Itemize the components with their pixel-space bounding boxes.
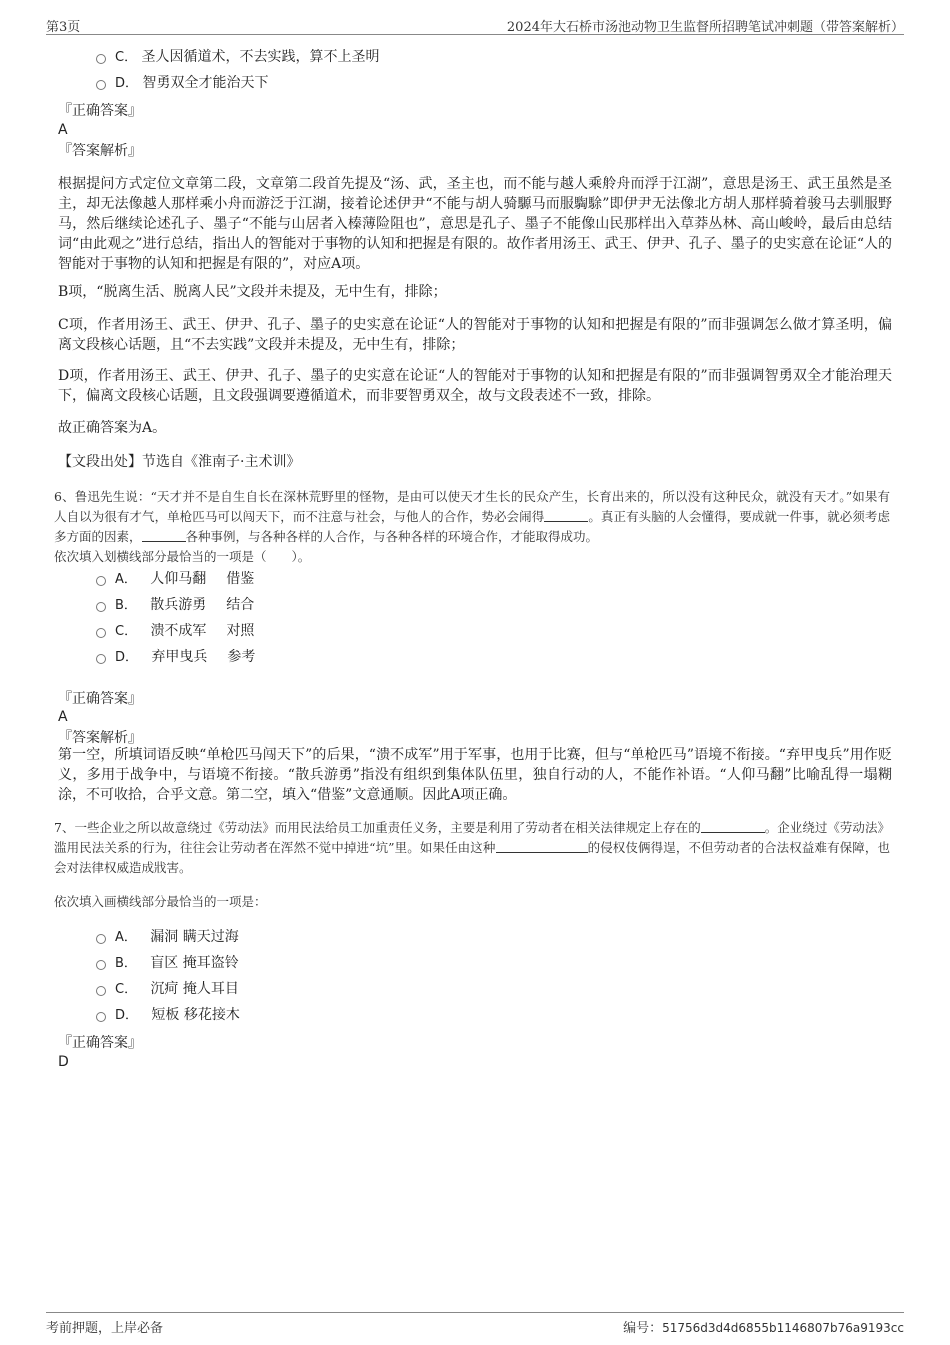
q6-answer-label: 『正确答案』 [58,691,142,707]
q7-answer: D [58,1054,69,1070]
page-footer [46,1312,904,1335]
q6-option-c[interactable] [96,621,254,642]
q6-option-a[interactable] [96,569,254,590]
radio-icon[interactable] [96,986,106,996]
q5-source: 【文段出处】节选自《淮南子·主术训》 [58,454,301,470]
radio-icon[interactable] [96,960,106,970]
blank-line [544,509,588,522]
code-label: 编号： [623,1321,663,1336]
q5-analysis-para-3: C项，作者用汤王、武王、伊尹、孔子、墨子的史实意在论证“人的智能对于事物的认知和把握是有限的”而非强调怎么做才算圣明，偏离文段核心话题，且“不去实践”文段并未提及，无中生有，排除； [58,317,892,353]
q5-analysis-para-4: D项，作者用汤王、武王、伊尹、孔子、墨子的史实意在论证“人的智能对于事物的认知和把握是有限的”而非强调智勇双全才能治理天下，偏离文段核心话题，且文段强调要遵循道术，而非要智勇双全，故与文段表述不一致，排除。 [58,368,892,404]
q7-text-after: 的侵权伎俩得逞，不但劳动者的合法权益难有保障，也会对法律权威造成戕害。 [54,840,890,875]
option-letter: C． [115,50,138,65]
q7-prompt: 依次填入画横线部分最恰当的一项是： [54,894,267,909]
option-letter: C． [115,624,138,639]
option-text-a: 溃不成军 [150,623,207,639]
q6-analysis: 第一空，所填词语反映“单枪匹马闯天下”的后果，“溃不成军”用于军事，也用于比赛，但与“单枪匹马”语境不衔接。“弃甲曳兵”用作贬义，多用于战争中，与语境不衔接。“散兵游勇”指没有组织到集体队伍里，独自行动的人，不能作补语。“人仰马翻”比喻乱得一塌糊涂，不可收拾，合乎文意。第二空，填入“借鉴”文意通顺。因此A项正确。 [58,747,892,803]
document-code [623,1317,904,1336]
option-letter: D． [115,1008,139,1023]
q6-text-after: 各种事例，与各种各样的人合作，与各种各样的环境合作，才能取得成功。 [185,529,599,544]
option-text-a: 人仰马翻 [150,571,207,587]
radio-icon[interactable] [96,54,106,64]
q7-answer-label: 『正确答案』 [58,1035,142,1051]
option-text: 沉疴 掩人耳目 [150,981,239,997]
option-text: 短板 移花接木 [151,1007,240,1023]
q6-text-mid: 。真正有头脑的人会懂得，要成就一件事，就必须考虑多方面的因素， [54,509,890,544]
option-letter: A． [115,930,137,945]
page-number: 第3页 [46,20,81,35]
q5-answer: A [58,122,68,138]
page-header [46,14,904,35]
option-text-a: 散兵游勇 [150,597,207,613]
q6-option-b[interactable] [96,595,254,616]
radio-icon[interactable] [96,628,106,638]
q6-analysis-label: 『答案解析』 [58,730,142,746]
q6-text-before: 6、鲁迅先生说：“天才并不是自生自长在深林荒野里的怪物，是由可以使天才生长的民众产生，长育出来的，所以没有这种民众，就没有天才。”如果有人自以为很有才气，单枪匹马可以闯天下，而不注意与社会，与他人的合作，势必会闹得 [54,489,890,524]
option-letter: B． [115,956,137,971]
radio-icon[interactable] [96,602,106,612]
option-letter: C． [115,982,138,997]
q6-answer: A [58,709,68,725]
q7-option-a[interactable] [96,927,239,948]
option-text: 漏洞 瞒天过海 [150,929,239,945]
radio-icon[interactable] [96,1012,106,1022]
radio-icon[interactable] [96,80,106,90]
option-letter: D． [115,650,139,665]
q6-prompt: 依次填入划横线部分最恰当的一项是（ ）。 [54,549,311,564]
q7-option-d[interactable] [96,1005,240,1026]
blank-line [496,840,588,853]
q5-analysis-label: 『答案解析』 [58,143,142,159]
q7-option-b[interactable] [96,953,239,974]
option-letter: A． [115,572,137,587]
q7-option-c[interactable] [96,979,239,1000]
blank-line [701,820,765,833]
option-text-b: 参考 [227,649,256,665]
blank-line [142,529,186,542]
q5-option-d[interactable] [96,73,268,94]
q7-text-mid: 。企业绕过《劳动法》滥用民法关系的行为，往往会让劳动者在浑然不觉中掉进“坑”里。如果任由这种 [54,820,890,855]
code-value: 51756d3d4d6855b1146807b76a9193cc [662,1321,904,1335]
radio-icon[interactable] [96,576,106,586]
option-text-a: 弃甲曳兵 [151,649,208,665]
option-text-b: 借鉴 [226,571,255,587]
option-letter: D． [115,76,139,91]
q7-question-text [54,818,890,878]
q6-option-d[interactable] [96,647,255,668]
q6-question-text [54,487,890,547]
document-title: 2024年大石桥市汤池动物卫生监督所招聘笔试冲刺题（带答案解析） [506,20,904,35]
q5-analysis-para-5: 故正确答案为A。 [58,420,167,436]
option-text-b: 对照 [226,623,255,639]
radio-icon[interactable] [96,934,106,944]
q5-answer-label: 『正确答案』 [58,103,142,119]
q5-analysis-para-2: B项，“脱离生活、脱离人民”文段并未提及，无中生有，排除； [58,284,447,300]
q7-text-before: 7、一些企业之所以故意绕过《劳动法》而用民法给员工加重责任义务，主要是利用了劳动者在相关法律规定上存在的 [54,820,701,835]
q5-option-c[interactable] [96,47,380,68]
radio-icon[interactable] [96,654,106,664]
option-text: 盲区 掩耳盗铃 [150,955,239,971]
q5-analysis-para-1: 根据提问方式定位文章第二段，文章第二段首先提及“汤、武，圣主也，而不能与越人乘舲舟而浮于江湖”，意思是汤王、武王虽然是圣主，却无法像越人那样乘小舟而游泛于江湖，接着论述伊尹“不能与胡人骑騵马而服騊駼”即伊尹无法像北方胡人那样骑着骏马去驯服野马，然后继续论述孔子、墨子“不能与山居者入榛薄险阻也”，意思是孔子、墨子不能像山民那样出入草莽丛林、高山峻岭，最后由总结词“由此观之”进行总结，指出人的智能对于事物的认知和把握是有限的。故作者用汤王、武王、伊尹、孔子、墨子的史实意在论证“人的智能对于事物的认知和把握是有限的”，对应A项。 [58,176,892,272]
option-text-b: 结合 [226,597,255,613]
option-text: 智勇双全才能治天下 [142,75,269,91]
footer-slogan: 考前押题，上岸必备 [46,1321,164,1336]
option-letter: B． [115,598,137,613]
option-text: 圣人因循道术，不去实践，算不上圣明 [141,49,380,65]
